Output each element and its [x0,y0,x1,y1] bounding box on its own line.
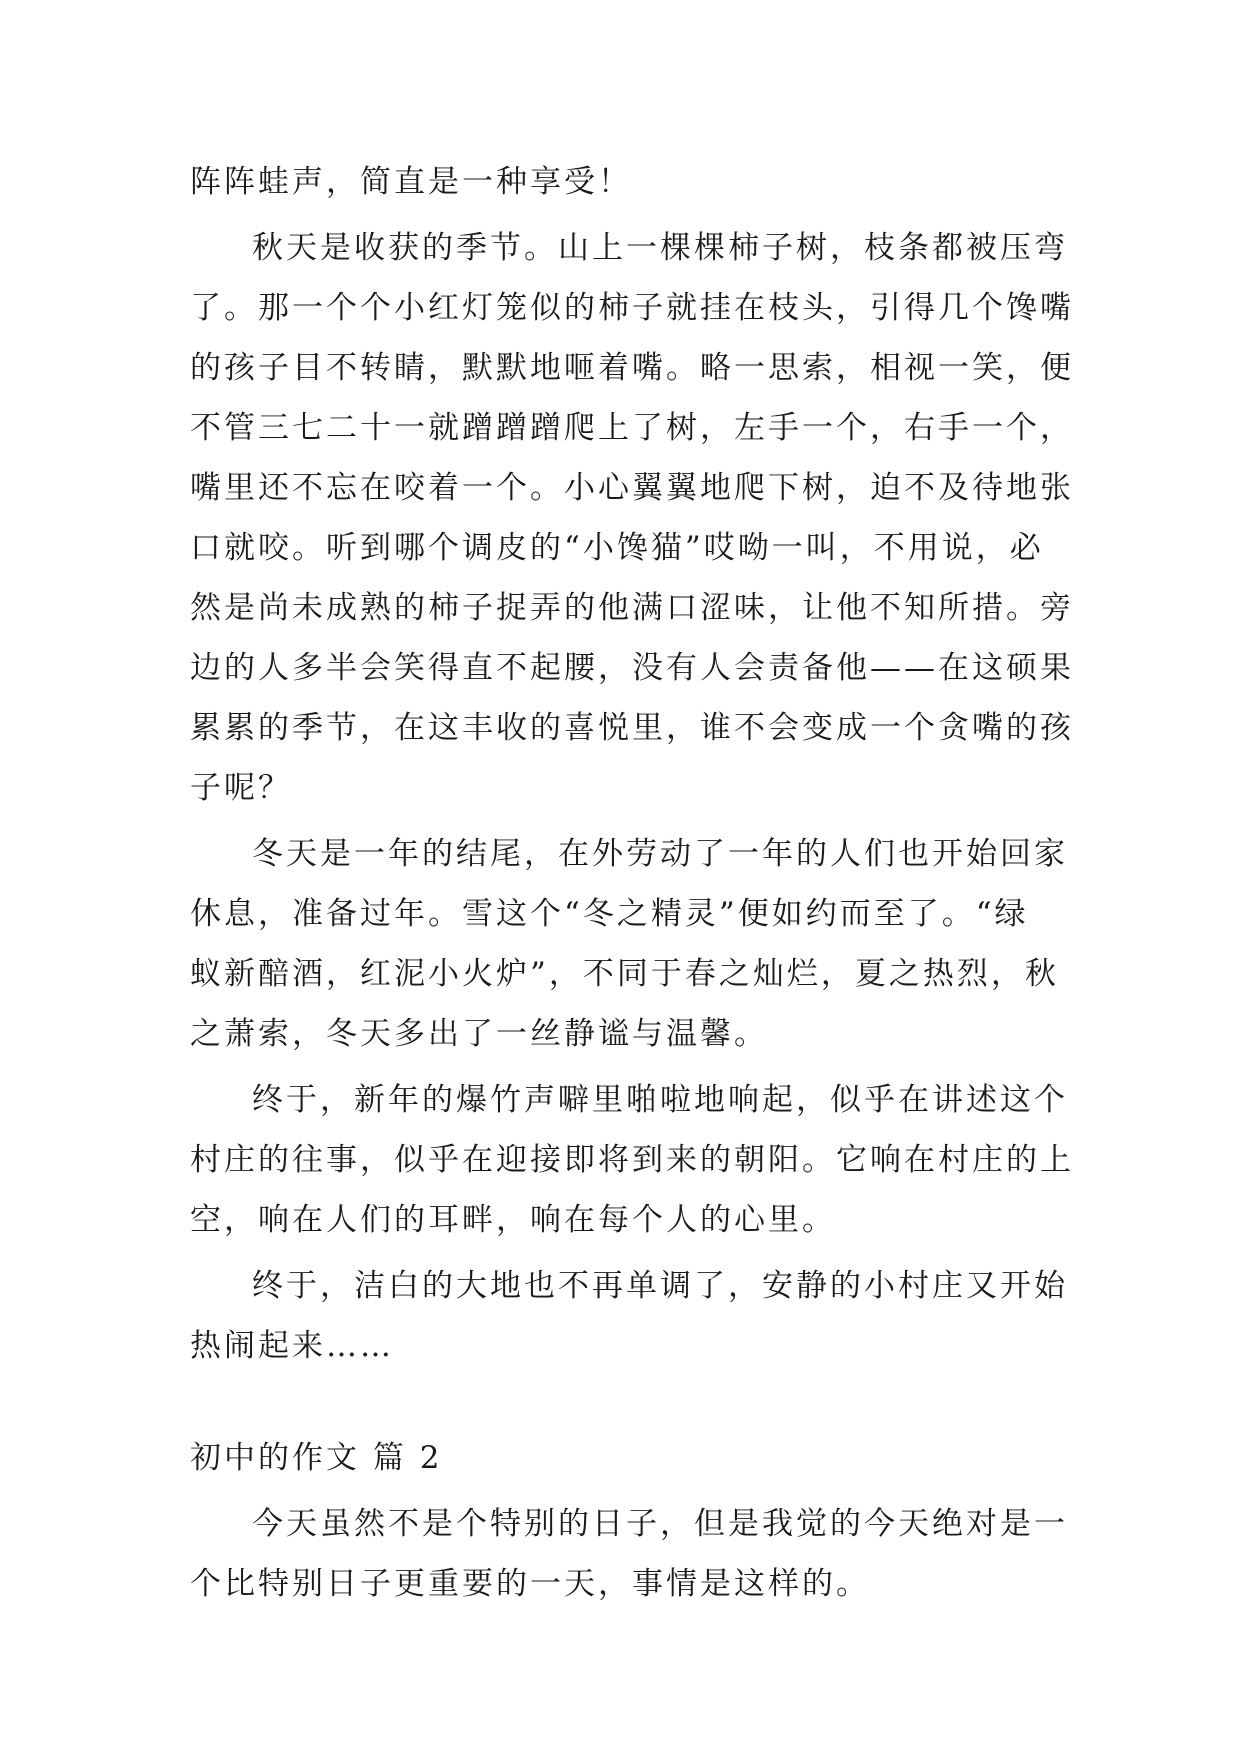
text-line: 累累的季节，在这丰收的喜悦里，谁不会变成一个贪嘴的孩 [190,710,1074,746]
text-line: 阵阵蛙声，简直是一种享受！ [190,164,632,200]
text-line: 然是尚未成熟的柿子捉弄的他满口涩味，让他不知所措。旁 [190,590,1074,626]
text-line: 嘴里还不忘在咬着一个。小心翼翼地爬下树，迫不及待地张 [190,470,1074,506]
text-line: 边的人多半会笑得直不起腰，没有人会责备他——在这硕果 [190,650,1074,686]
paragraph-start-line: 终于，新年的爆竹声噼里啪啦地响起，似乎在讲述这个 [252,1082,1068,1118]
text-line: 村庄的往事，似乎在迎接即将到来的朝阳。它响在村庄的上 [190,1142,1074,1178]
text-line: 的孩子目不转睛，默默地咂着嘴。略一思索，相视一笑，便 [190,350,1074,386]
text-line: 之萧索，冬天多出了一丝静谧与温馨。 [190,1016,768,1052]
paragraph-start-line: 冬天是一年的结尾，在外劳动了一年的人们也开始回家 [252,836,1068,872]
text-line: 个比特别日子更重要的一天，事情是这样的。 [190,1566,870,1602]
text-line: 了。那一个个小红灯笼似的柿子就挂在枝头，引得几个馋嘴 [190,290,1074,326]
text-line: 空，响在人们的耳畔，响在每个人的心里。 [190,1202,836,1238]
text-line: 蚁新醅酒，红泥小火炉”，不同于春之灿烂，夏之热烈，秋 [190,956,1059,992]
text-line: 口就咬。听到哪个调皮的“小馋猫”哎呦一叫，不用说，必 [190,530,1044,566]
text-line: 休息，准备过年。雪这个“冬之精灵”便如约而至了。“绿 [190,896,1029,932]
paragraph-start-line: 秋天是收获的季节。山上一棵棵柿子树，枝条都被压弯 [252,230,1068,266]
paragraph-start-line: 终于，洁白的大地也不再单调了，安静的小村庄又开始 [252,1268,1068,1304]
paragraph-start-line: 今天虽然不是个特别的日子，但是我觉的今天绝对是一 [252,1506,1068,1542]
text-line: 子呢？ [190,770,292,806]
text-line: 不管三七二十一就蹭蹭蹭爬上了树，左手一个，右手一个， [190,410,1074,446]
text-line: 热闹起来…… [190,1328,394,1364]
section-heading: 初中的作文 篇 2 [190,1440,443,1476]
